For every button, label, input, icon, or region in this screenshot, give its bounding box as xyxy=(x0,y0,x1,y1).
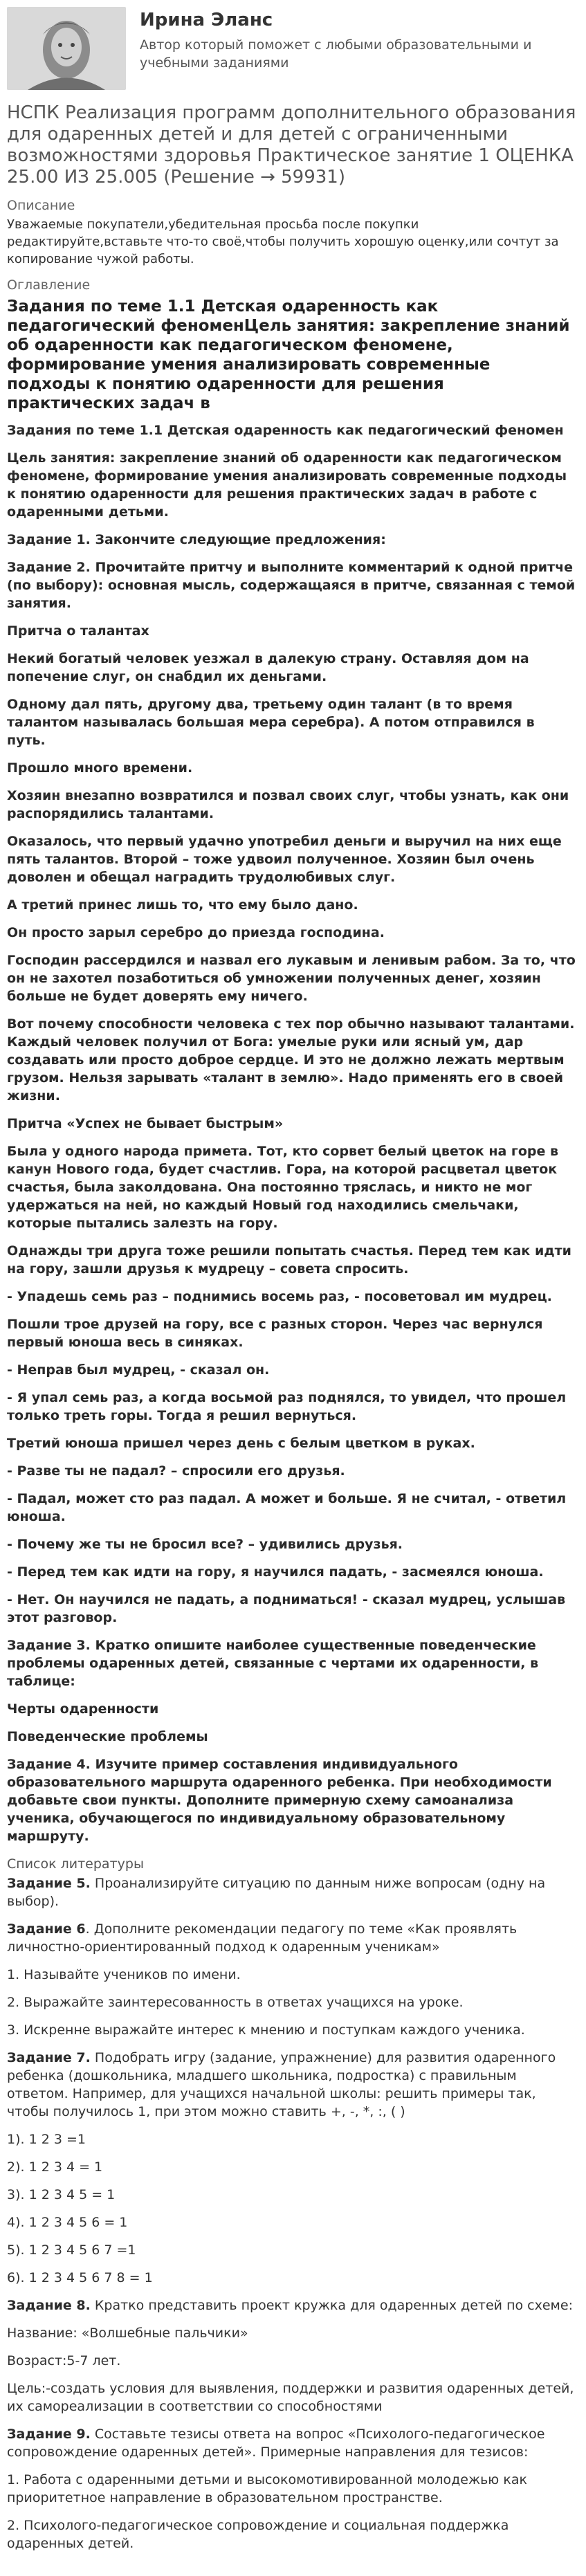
content-paragraph xyxy=(7,2425,576,2461)
content-paragraph xyxy=(7,1993,576,2011)
content-paragraph: - Неправ был мудрец, - сказал он. xyxy=(7,1362,270,1378)
toc-heading: Задания по теме 1.1 Детская одаренность как педагогический феноменЦель занятия: закрепление знаний об одаренности как педагогическом феномене, формирование умения анализировать современные подходы к понятию одаренности для решения практических задач в xyxy=(7,298,570,412)
content-paragraph xyxy=(7,2186,576,2204)
task-text: Кратко представить проект кружка для одаренных детей по схеме: xyxy=(90,2298,573,2313)
author-description: Автор который поможет с любыми образовательными и учебными заданиями xyxy=(140,37,532,71)
task-text: Составьте тезисы ответа на вопрос «Психолого-педагогическое сопровождение одаренных детей». Примерные направления для тезисов: xyxy=(7,2427,545,2460)
content-paragraph: Была у одного народа примета. Тот, кто сорвет белый цветок на горе в канун Нового года, будет счастлив. Гора, на которой расцветал цветок счастья, была заколдована. Она постоянно тряслась, и никто не мог удержаться на ней, но каждый Новый год находились смельчаки, которые пытались залезть на гору. xyxy=(7,1144,558,1231)
task-text: 1. Работа с одаренными детьми и высокомотивированной молодежью как приоритетное направление в образовательном пространстве. xyxy=(7,2472,527,2505)
task-label: Задание 6 xyxy=(7,1921,86,1937)
content-paragraph xyxy=(7,2021,576,2039)
content-paragraph xyxy=(7,1874,576,1910)
sources-label: Список литературы xyxy=(7,1856,144,1872)
content-paragraph: Третий юноша пришел через день с белым цветком в руках. xyxy=(7,1436,475,1451)
content-paragraph: Прошло много времени. xyxy=(7,760,193,776)
content-paragraph: Задания по теме 1.1 Детская одаренность как педагогический феномен xyxy=(7,423,564,438)
task-label: Задание 7. xyxy=(7,2050,91,2065)
content-paragraph: Оказалось, что первый удачно употребил деньги и выручил на них еще пять талантов. Второй – тоже удвоил полученное. Хозяин был очень доволен и обещал наградить трудолюбивых слуг. xyxy=(7,834,562,885)
content-paragraph xyxy=(7,2516,576,2552)
task-text: . Дополните рекомендации педагогу по теме «Как проявлять личностно-ориентированный подход к одаренным ученикам» xyxy=(7,1921,518,1955)
content-paragraph xyxy=(7,2158,576,2176)
content-paragraph: А третий принес лишь то, что ему было дано. xyxy=(7,897,358,913)
content-paragraph: - Почему же ты не бросил все? – удивились друзья. xyxy=(7,1537,403,1552)
content-paragraph: Господин рассердился и назвал его лукавым и ленивым рабом. За то, что он не захотел позаботиться об умножении полученных денег, хозяин больше не будет доверять ему ничего. xyxy=(7,953,576,1004)
author-block xyxy=(7,7,576,90)
content-paragraph: - Перед тем как идти на гору, я научился падать, - засмеялся юноша. xyxy=(7,1564,544,1580)
content-paragraph: Пошли трое друзей на гору, все с разных сторон. Через час вернулся первый юноша весь в синяках. xyxy=(7,1317,543,1350)
task-text: 2). 1 2 3 4 = 1 xyxy=(7,2159,103,2175)
content-paragraph: - Упадешь семь раз – поднимись восемь раз, - посоветовал им мудрец. xyxy=(7,1289,552,1304)
task-text: 4). 1 2 3 4 5 6 = 1 xyxy=(7,2215,128,2230)
task-text: 3). 1 2 3 4 5 = 1 xyxy=(7,2187,116,2202)
content-paragraph xyxy=(7,2241,576,2259)
content-paragraph: Черты одаренности xyxy=(7,1701,159,1717)
content-paragraph: Задание 2. Прочитайте притчу и выполните комментарий к одной притче (по выбору): основная мысль, содержащаяся в притче, связанная с темой занятия. xyxy=(7,560,576,611)
author-name[interactable]: Ирина Эланс xyxy=(140,10,273,30)
task-text: 6). 1 2 3 4 5 6 7 8 = 1 xyxy=(7,2270,153,2285)
task-text: Подобрать игру (задание, упражнение) для развития одаренного ребенка (дошкольника, младшего школьника, подростка) с правильным ответом. Например, для учащихся начальной школы: решить примеры так, чтобы получилось 1, при этом можно ставить +, -, *, :, ( ) xyxy=(7,2050,556,2119)
task-text: 1). 1 2 3 =1 xyxy=(7,2132,86,2147)
task-text: 3. Искренне выражайте интерес к мнению и поступкам каждого ученика. xyxy=(7,2022,525,2038)
content-paragraph xyxy=(7,2352,576,2370)
content-paragraph: Одному дал пять, другому два, третьему один талант (в то время талантом называлась большая мера серебра). А потом отправился в путь. xyxy=(7,697,535,748)
content-paragraph: Притча «Успех не бывает быстрым» xyxy=(7,1116,284,1131)
document-title: НСПК Реализация программ дополнительного образования для одаренных детей и для детей с ограниченными возможностями здоровья Практическое занятие 1 ОЦЕНКА 25.00 ИЗ 25.005 (Решение → 59931) xyxy=(7,102,576,188)
content-paragraph: - Падал, может сто раз падал. А может и больше. Я не считал, - ответил юноша. xyxy=(7,1491,567,1524)
task-text: 2. Выражайте заинтересованность в ответах учащихся на уроке. xyxy=(7,1995,464,2010)
content-paragraph xyxy=(7,2324,576,2342)
content-paragraph: Вот почему способности человека с тех пор обычно называют талантами. Каждый человек получил от Бога: умелые руки или ясный ум, дар создавать или просто доброе сердце. И это не должно лежать мертвым грузом. Нельзя зарывать «талант в землю». Надо применять его в своей жизни. xyxy=(7,1016,575,1104)
author-info xyxy=(140,7,555,72)
content-paragraph: - Нет. Он научился не падать, а подниматься! - сказал мудрец, услышав этот разговор. xyxy=(7,1592,566,1625)
content-paragraph xyxy=(7,2130,576,2148)
content-paragraph: Поведенческие проблемы xyxy=(7,1729,208,1744)
task-text: 5). 1 2 3 4 5 6 7 =1 xyxy=(7,2242,136,2258)
task-text: 2. Психолого-педагогическое сопровождение и социальная поддержка одаренных детей. xyxy=(7,2518,509,2551)
description-text: Уважаемые покупатели,убедительная просьба после покупки редактируйте,вставьте что-то своё,чтобы получить хорошую оценку,или сочтут за копирование чужой работы. xyxy=(7,217,559,266)
toc-content xyxy=(7,421,576,1845)
content-paragraph: Задание 4. Изучите пример составления индивидуального образовательного маршрута одаренного ребенка. При необходимости добавьте свои пункты. Дополните примерную схему самоанализа ученика, обучающегося по индивидуальному образовательному маршруту. xyxy=(7,1757,552,1844)
content-paragraph xyxy=(7,2471,576,2507)
content-paragraph xyxy=(7,1966,576,1984)
task-label: Задание 5. xyxy=(7,1876,91,1891)
task-text: Цель:-создать условия для выявления, поддержки и развития одаренных детей, их самореализации в соответствии со способностями xyxy=(7,2381,574,2414)
content-paragraph xyxy=(7,2213,576,2231)
content-paragraph: Притча о талантах xyxy=(7,623,149,639)
task-text: 1. Называйте учеников по имени. xyxy=(7,1967,241,1982)
content-paragraph: Задание 1. Закончите следующие предложения: xyxy=(7,532,386,547)
description-label: Описание xyxy=(7,198,75,213)
content-paragraph xyxy=(7,1920,576,1956)
content-paragraph xyxy=(7,2379,576,2415)
avatar[interactable] xyxy=(7,7,126,90)
task-text: Название: «Волшебные пальчики» xyxy=(7,2326,248,2341)
task-text: Проанализируйте ситуацию по данным ниже вопросам (одну на выбор). xyxy=(7,1876,546,1909)
content-paragraph: Цель занятия: закрепление знаний об одаренности как педагогическом феномене, формирование умения анализировать современные подходы к понятию одаренности для решения практических задач в работе с одаренными детьми. xyxy=(7,450,567,520)
content-paragraph: - Разве ты не падал? – спросили его друзья. xyxy=(7,1463,345,1479)
content-paragraph: Он просто зарыл серебро до приезда господина. xyxy=(7,925,385,940)
content-paragraph: Некий богатый человек уезжал в далекую страну. Оставляя дом на попечение слуг, он снабдил их деньгами. xyxy=(7,651,529,684)
toc-label: Оглавление xyxy=(7,277,91,293)
task-label: Задание 8. xyxy=(7,2298,91,2313)
content-paragraph xyxy=(7,2269,576,2287)
task-label: Задание 9. xyxy=(7,2427,91,2442)
content-paragraph xyxy=(7,2296,576,2314)
content-paragraph: Хозяин внезапно возвратился и позвал своих слуг, чтобы узнать, как они распорядились талантами. xyxy=(7,788,569,821)
content-paragraph: - Я упал семь раз, а когда восьмой раз поднялся, то увидел, что прошел только треть горы. Тогда я решил вернуться. xyxy=(7,1390,567,1423)
sources-content xyxy=(7,1874,576,2552)
content-paragraph: Однажды три друга тоже решили попытать счастья. Перед тем как идти на гору, зашли друзья к мудрецу – совета спросить. xyxy=(7,1243,571,1277)
task-text: Возраст:5-7 лет. xyxy=(7,2353,121,2368)
content-paragraph xyxy=(7,2049,576,2121)
content-paragraph: Задание 3. Кратко опишите наиболее существенные поведенческие проблемы одаренных детей, связанные с чертами их одаренности, в таблице: xyxy=(7,1638,539,1689)
avatar-image xyxy=(7,7,126,90)
